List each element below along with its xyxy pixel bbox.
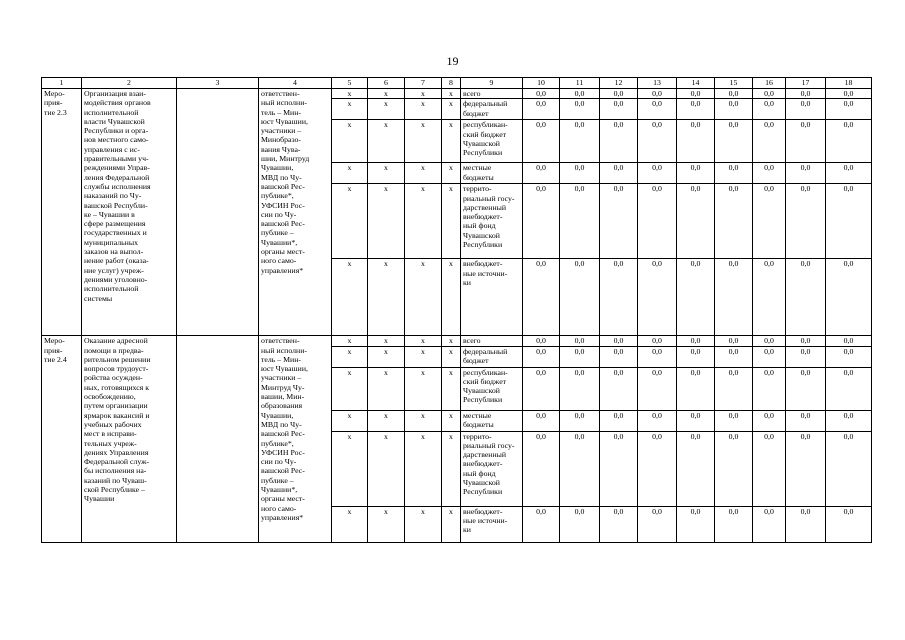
value-cell: 0,0 xyxy=(560,367,600,410)
code-cell: x xyxy=(332,410,368,431)
value-cell: 0,0 xyxy=(786,336,826,346)
value-cell: 0,0 xyxy=(600,89,638,99)
funding-source: всего xyxy=(461,336,523,346)
value-cell: 0,0 xyxy=(523,336,560,346)
code-cell: x xyxy=(442,259,461,336)
code-cell: x xyxy=(442,120,461,163)
value-cell: 0,0 xyxy=(638,99,677,120)
value-cell: 0,0 xyxy=(523,99,560,120)
code-cell: x xyxy=(405,431,442,506)
value-cell: 0,0 xyxy=(560,336,600,346)
value-cell: 0,0 xyxy=(638,346,677,367)
header-cell: 9 xyxy=(461,78,523,89)
header-cell: 13 xyxy=(638,78,677,89)
value-cell: 0,0 xyxy=(753,367,786,410)
code-cell: x xyxy=(368,99,405,120)
code-cell: x xyxy=(332,120,368,163)
header-cell: 17 xyxy=(786,78,826,89)
code-cell: x xyxy=(442,346,461,367)
value-cell: 0,0 xyxy=(560,346,600,367)
value-cell: 0,0 xyxy=(523,410,560,431)
code-cell: x xyxy=(332,336,368,346)
measure-id: Меро- прия- тие 2.3 xyxy=(42,89,82,336)
value-cell: 0,0 xyxy=(753,346,786,367)
value-cell: 0,0 xyxy=(826,120,872,163)
measure-executors: ответствен- ный исполни- тель – Мин- юст Чувашии, участники – Минтруд Чу- вашии, Мин- образования Чувашии, МВД по Чу- вашской Рес- публике*, УФСИН Рос- сии по Чу- вашской Рес- публике – Чувашии*, органы мест- ного само- управления* xyxy=(259,336,332,542)
value-cell: 0,0 xyxy=(677,336,715,346)
code-cell: x xyxy=(368,431,405,506)
code-cell: x xyxy=(405,336,442,346)
value-cell: 0,0 xyxy=(715,120,753,163)
header-cell: 11 xyxy=(560,78,600,89)
value-cell: 0,0 xyxy=(753,120,786,163)
code-cell: x xyxy=(368,367,405,410)
code-cell: x xyxy=(442,184,461,259)
value-cell: 0,0 xyxy=(786,506,826,542)
value-cell: 0,0 xyxy=(786,367,826,410)
code-cell: x xyxy=(405,99,442,120)
header-cell: 7 xyxy=(405,78,442,89)
code-cell: x xyxy=(368,410,405,431)
value-cell: 0,0 xyxy=(786,184,826,259)
value-cell: 0,0 xyxy=(826,163,872,184)
value-cell: 0,0 xyxy=(600,346,638,367)
measure-col3 xyxy=(177,89,259,336)
value-cell: 0,0 xyxy=(638,506,677,542)
value-cell: 0,0 xyxy=(560,89,600,99)
code-cell: x xyxy=(332,367,368,410)
value-cell: 0,0 xyxy=(786,120,826,163)
measure-description: Оказание адресной помощи в предва- рительном решении вопросов трудоуст- ройства осужден- ных, готовящихся к освобождению, путем организации ярмарок вакансий и учебных рабочих мест в исправи- тельных учреж- дениях Управления Федеральной служ- бы исполнения на- казаний по Чуваш- ской Республике – Чувашии xyxy=(82,336,177,542)
code-cell: x xyxy=(405,346,442,367)
header-row xyxy=(42,78,872,89)
code-cell: x xyxy=(405,410,442,431)
funding-source: республикан- ский бюджет Чувашской Республики xyxy=(461,120,523,163)
code-cell: x xyxy=(442,336,461,346)
value-cell: 0,0 xyxy=(638,410,677,431)
budget-table xyxy=(41,77,872,543)
value-cell: 0,0 xyxy=(715,367,753,410)
code-cell: x xyxy=(332,506,368,542)
value-cell: 0,0 xyxy=(600,184,638,259)
value-cell: 0,0 xyxy=(638,184,677,259)
value-cell: 0,0 xyxy=(677,367,715,410)
value-cell: 0,0 xyxy=(753,410,786,431)
funding-source: террито- риальный госу- дарственный внебюджет- ный фонд Чувашской Республики xyxy=(461,184,523,259)
code-cell: x xyxy=(442,99,461,120)
value-cell: 0,0 xyxy=(600,410,638,431)
value-cell: 0,0 xyxy=(560,506,600,542)
code-cell: x xyxy=(442,367,461,410)
header-cell: 10 xyxy=(523,78,560,89)
value-cell: 0,0 xyxy=(600,120,638,163)
measure-col3 xyxy=(177,336,259,542)
value-cell: 0,0 xyxy=(677,99,715,120)
value-cell: 0,0 xyxy=(600,99,638,120)
code-cell: x xyxy=(405,184,442,259)
value-cell: 0,0 xyxy=(753,99,786,120)
value-cell: 0,0 xyxy=(826,367,872,410)
code-cell: x xyxy=(405,506,442,542)
code-cell: x xyxy=(368,259,405,336)
code-cell: x xyxy=(368,184,405,259)
value-cell: 0,0 xyxy=(638,89,677,99)
value-cell: 0,0 xyxy=(715,346,753,367)
measure-executors: ответствен- ный исполни- тель – Мин- юст Чувашии, участники – Минобразо- вания Чува- шии, Минтруд Чувашии, МВД по Чу- вашской Рес- публике*, УФСИН Рос- сии по Чу- вашской Рес- публике – Чувашии*, органы мест- ного само- управления* xyxy=(259,89,332,336)
value-cell: 0,0 xyxy=(786,259,826,336)
value-cell: 0,0 xyxy=(786,410,826,431)
code-cell: x xyxy=(332,431,368,506)
value-cell: 0,0 xyxy=(523,120,560,163)
value-cell: 0,0 xyxy=(677,506,715,542)
value-cell: 0,0 xyxy=(826,89,872,99)
funding-source: федеральный бюджет xyxy=(461,99,523,120)
value-cell: 0,0 xyxy=(715,163,753,184)
value-cell: 0,0 xyxy=(560,431,600,506)
value-cell: 0,0 xyxy=(715,431,753,506)
value-cell: 0,0 xyxy=(523,259,560,336)
value-cell: 0,0 xyxy=(677,410,715,431)
page-number: 19 xyxy=(446,54,459,68)
value-cell: 0,0 xyxy=(826,336,872,346)
value-cell: 0,0 xyxy=(677,431,715,506)
value-cell: 0,0 xyxy=(826,506,872,542)
value-cell: 0,0 xyxy=(560,184,600,259)
code-cell: x xyxy=(332,163,368,184)
code-cell: x xyxy=(442,506,461,542)
header-cell: 5 xyxy=(332,78,368,89)
code-cell: x xyxy=(332,346,368,367)
value-cell: 0,0 xyxy=(638,120,677,163)
code-cell: x xyxy=(368,506,405,542)
funding-source: республикан- ский бюджет Чувашской Республики xyxy=(461,367,523,410)
value-cell: 0,0 xyxy=(600,336,638,346)
header-cell: 8 xyxy=(442,78,461,89)
value-cell: 0,0 xyxy=(826,410,872,431)
table-row xyxy=(42,336,872,346)
value-cell: 0,0 xyxy=(523,163,560,184)
code-cell: x xyxy=(368,346,405,367)
value-cell: 0,0 xyxy=(560,163,600,184)
value-cell: 0,0 xyxy=(560,120,600,163)
value-cell: 0,0 xyxy=(826,259,872,336)
value-cell: 0,0 xyxy=(638,336,677,346)
code-cell: x xyxy=(332,259,368,336)
code-cell: x xyxy=(332,89,368,99)
value-cell: 0,0 xyxy=(753,163,786,184)
value-cell: 0,0 xyxy=(677,89,715,99)
code-cell: x xyxy=(332,184,368,259)
value-cell: 0,0 xyxy=(826,431,872,506)
value-cell: 0,0 xyxy=(600,431,638,506)
value-cell: 0,0 xyxy=(753,184,786,259)
value-cell: 0,0 xyxy=(753,259,786,336)
value-cell: 0,0 xyxy=(826,99,872,120)
code-cell: x xyxy=(442,163,461,184)
code-cell: x xyxy=(368,163,405,184)
code-cell: x xyxy=(442,410,461,431)
value-cell: 0,0 xyxy=(523,346,560,367)
value-cell: 0,0 xyxy=(638,259,677,336)
value-cell: 0,0 xyxy=(677,346,715,367)
value-cell: 0,0 xyxy=(638,163,677,184)
code-cell: x xyxy=(405,259,442,336)
value-cell: 0,0 xyxy=(753,89,786,99)
value-cell: 0,0 xyxy=(753,431,786,506)
code-cell: x xyxy=(368,89,405,99)
value-cell: 0,0 xyxy=(523,506,560,542)
value-cell: 0,0 xyxy=(786,89,826,99)
code-cell: x xyxy=(405,89,442,99)
header-cell: 15 xyxy=(715,78,753,89)
value-cell: 0,0 xyxy=(786,99,826,120)
value-cell: 0,0 xyxy=(715,410,753,431)
value-cell: 0,0 xyxy=(715,89,753,99)
value-cell: 0,0 xyxy=(677,120,715,163)
value-cell: 0,0 xyxy=(523,89,560,99)
funding-source: внебюджет- ные источни- ки xyxy=(461,259,523,336)
value-cell: 0,0 xyxy=(677,259,715,336)
value-cell: 0,0 xyxy=(826,184,872,259)
value-cell: 0,0 xyxy=(523,184,560,259)
funding-source: федеральный бюджет xyxy=(461,346,523,367)
value-cell: 0,0 xyxy=(753,336,786,346)
code-cell: x xyxy=(368,336,405,346)
value-cell: 0,0 xyxy=(826,346,872,367)
header-cell: 1 xyxy=(42,78,82,89)
code-cell: x xyxy=(405,120,442,163)
code-cell: x xyxy=(405,367,442,410)
header-cell: 4 xyxy=(259,78,332,89)
code-cell: x xyxy=(405,163,442,184)
value-cell: 0,0 xyxy=(560,99,600,120)
header-cell: 16 xyxy=(753,78,786,89)
value-cell: 0,0 xyxy=(600,506,638,542)
header-cell: 3 xyxy=(177,78,259,89)
value-cell: 0,0 xyxy=(786,346,826,367)
measure-description: Организация взаи- модействия органов исполнительной власти Чувашской Республики и орга- нов местного само- управления с ис- правительными уч- реждениями Управ- ления Федеральной службы исполнения наказаний по Чу- вашской Республи- ке – Чувашии в сфере размещения государственных и муниципальных заказов на выпол- нение работ (оказа- ние услуг) учреж- дениями уголовно- исполнительной системы xyxy=(82,89,177,336)
value-cell: 0,0 xyxy=(600,259,638,336)
funding-source: всего xyxy=(461,89,523,99)
value-cell: 0,0 xyxy=(523,367,560,410)
value-cell: 0,0 xyxy=(715,99,753,120)
header-cell: 14 xyxy=(677,78,715,89)
code-cell: x xyxy=(442,431,461,506)
code-cell: x xyxy=(442,89,461,99)
value-cell: 0,0 xyxy=(638,431,677,506)
value-cell: 0,0 xyxy=(786,163,826,184)
code-cell: x xyxy=(368,120,405,163)
value-cell: 0,0 xyxy=(715,336,753,346)
table-row xyxy=(42,89,872,99)
value-cell: 0,0 xyxy=(677,163,715,184)
value-cell: 0,0 xyxy=(523,431,560,506)
header-cell: 6 xyxy=(368,78,405,89)
value-cell: 0,0 xyxy=(600,367,638,410)
value-cell: 0,0 xyxy=(600,163,638,184)
value-cell: 0,0 xyxy=(715,259,753,336)
code-cell: x xyxy=(332,99,368,120)
funding-source: внебюджет- ные источни- ки xyxy=(461,506,523,542)
funding-source: местные бюджеты xyxy=(461,410,523,431)
funding-source: террито- риальный госу- дарственный внебюджет- ный фонд Чувашской Республики xyxy=(461,431,523,506)
value-cell: 0,0 xyxy=(560,259,600,336)
header-cell: 12 xyxy=(600,78,638,89)
header-cell: 18 xyxy=(826,78,872,89)
value-cell: 0,0 xyxy=(786,431,826,506)
value-cell: 0,0 xyxy=(753,506,786,542)
value-cell: 0,0 xyxy=(677,184,715,259)
value-cell: 0,0 xyxy=(638,367,677,410)
header-cell: 2 xyxy=(82,78,177,89)
measure-id: Меро- прия- тие 2.4 xyxy=(42,336,82,542)
value-cell: 0,0 xyxy=(715,184,753,259)
value-cell: 0,0 xyxy=(560,410,600,431)
funding-source: местные бюджеты xyxy=(461,163,523,184)
value-cell: 0,0 xyxy=(715,506,753,542)
